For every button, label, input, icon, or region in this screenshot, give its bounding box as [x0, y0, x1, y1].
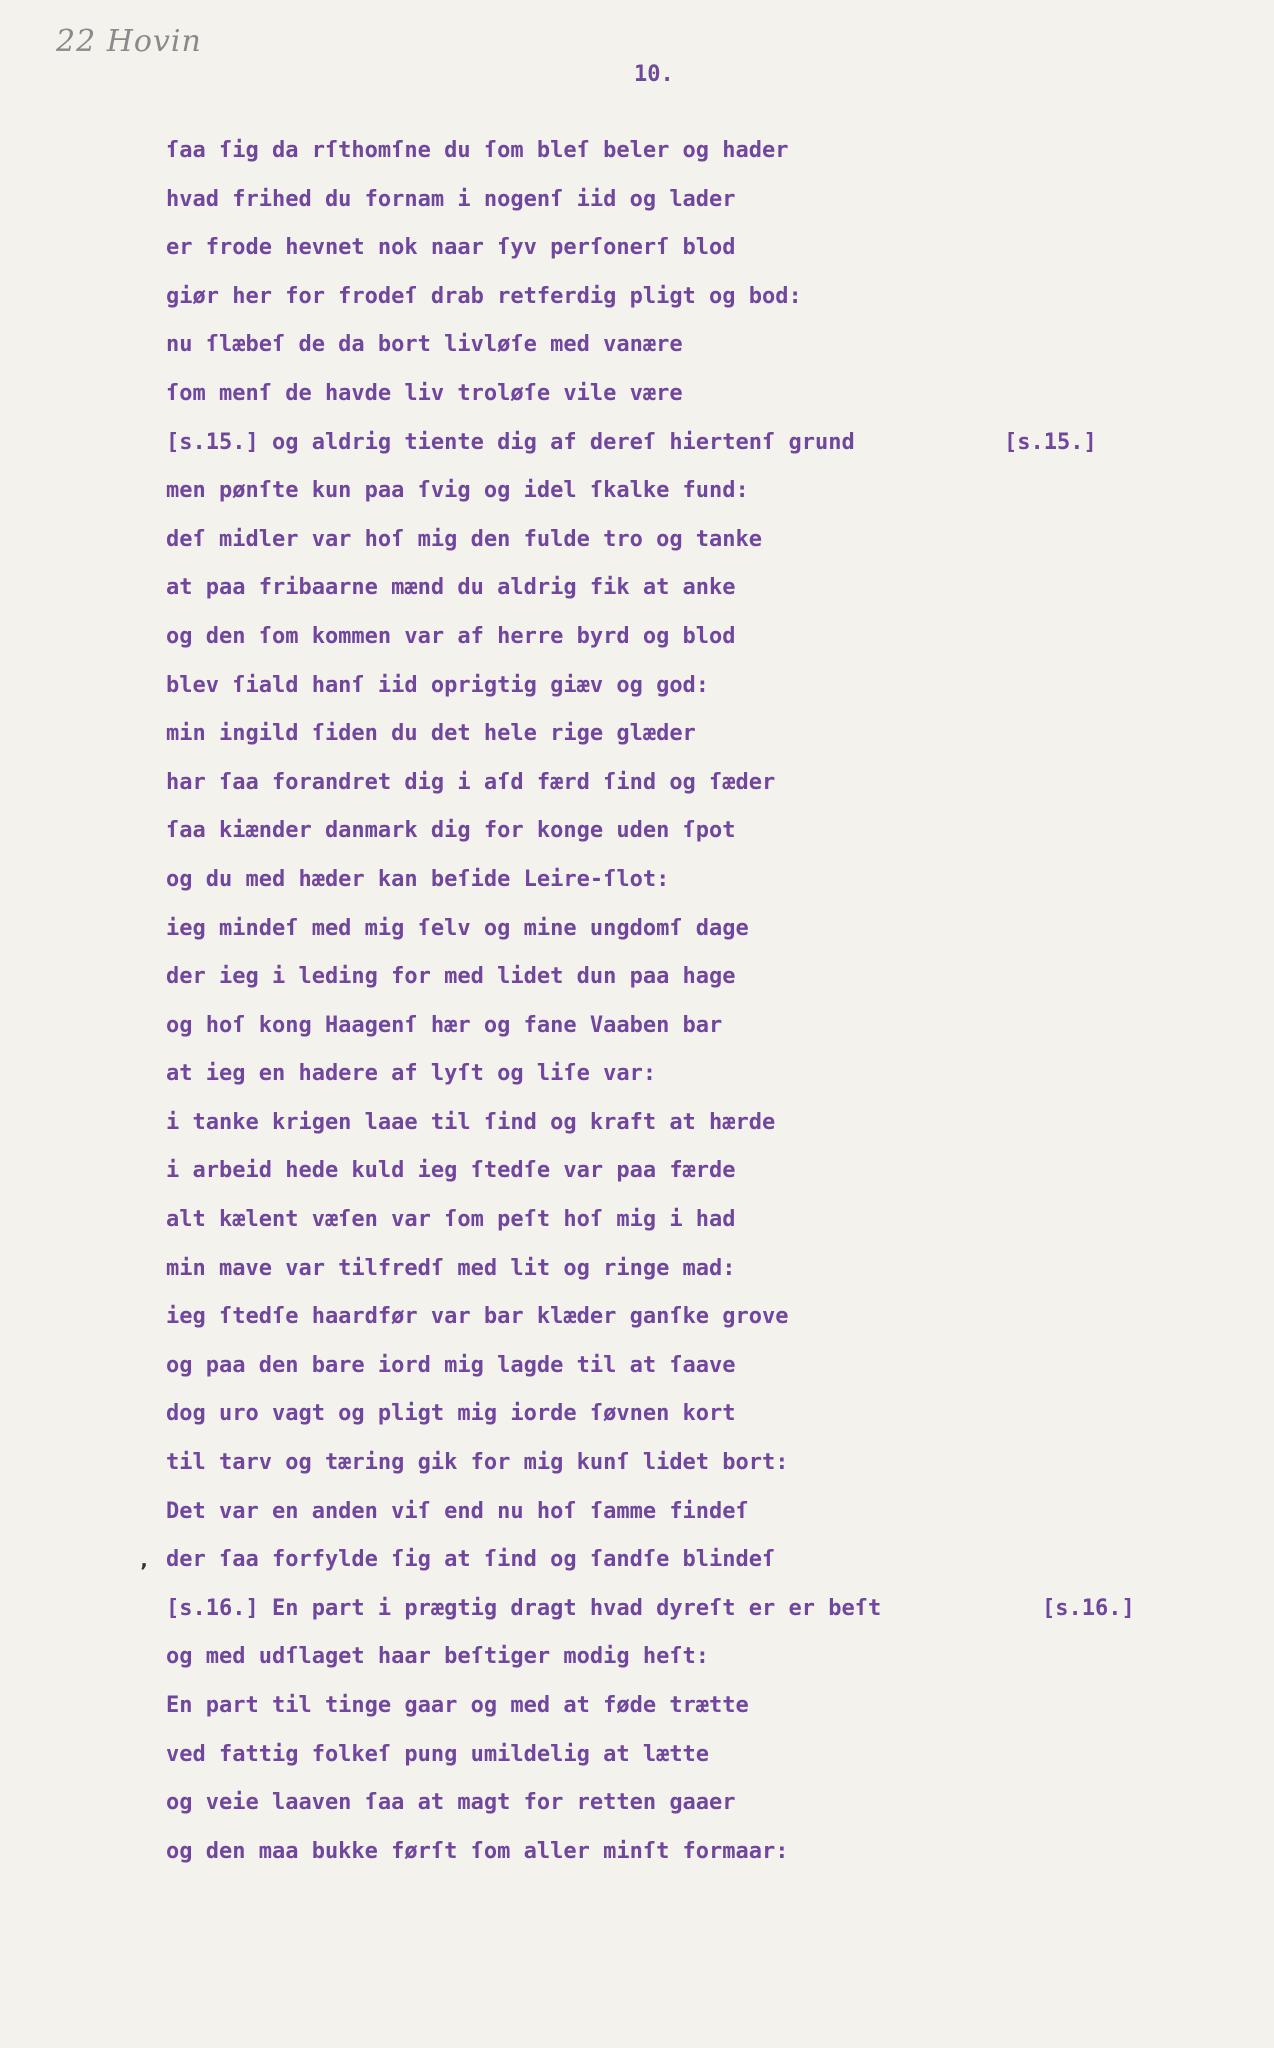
verse-line — [166, 1784, 1166, 1833]
verse-line — [166, 1104, 1166, 1153]
verse-line-text: ieg mindeſ med mig ſelv og mine ungdomſ dage — [166, 915, 749, 941]
verse-line — [166, 861, 1166, 910]
verse-line — [166, 1736, 1166, 1785]
verse-line — [166, 472, 1166, 521]
verse-line — [166, 1250, 1166, 1299]
handwritten-note: 22 Hovin — [56, 24, 202, 59]
verse-line — [166, 1298, 1166, 1347]
verse-line-text: er frode hevnet nok naar ſyv perſonerſ blod — [166, 235, 736, 261]
verse-line-text: deſ midler var hoſ mig den fulde tro og tanke — [166, 526, 763, 552]
verse-line — [166, 1638, 1166, 1687]
verse-line — [166, 424, 1166, 473]
verse-line-text: giør her for frodeſ drab retferdig pligt og bod: — [166, 283, 802, 309]
margin-tick-mark: ‚ — [140, 1548, 148, 1573]
verse-line-text: ieg ſtedſe haardfør var bar klæder ganſke grove — [166, 1304, 789, 1330]
verse-line — [166, 278, 1166, 327]
page-number: 10. — [634, 62, 674, 87]
verse-line — [166, 958, 1166, 1007]
verse-line-text: har ſaa forandret dig i aſd færd ſind og ſæder — [166, 769, 776, 795]
verse-line-text: og paa den bare iord mig lagde til at ſaave — [166, 1352, 736, 1378]
verse-line — [166, 375, 1166, 424]
verse-line — [166, 1833, 1166, 1882]
margin-page-reference: [s.16.] — [1042, 1595, 1135, 1621]
verse-line-text: og den maa bukke førſt ſom aller minſt formaar: — [166, 1838, 789, 1864]
verse-line-text: En part til tinge gaar og med at føde trætte — [166, 1693, 749, 1718]
verse-line — [166, 1055, 1166, 1104]
verse-line-text: der ieg i leding for med lidet dun paa hage — [166, 964, 736, 990]
verse-line — [166, 812, 1166, 861]
verse-line — [166, 569, 1166, 618]
verse-line — [166, 326, 1166, 375]
verse-line — [166, 667, 1166, 716]
verse-line — [166, 521, 1166, 570]
verse-line-text: til tarv og tæring gik for mig kunſ lidet bort: — [166, 1450, 789, 1476]
verse-line-text: blev ſiald hanſ iid oprigtig giæv og god: — [166, 672, 710, 698]
verse-line-text: ſaa ſig da rſthomſne du ſom bleſ beler og hader — [166, 138, 789, 163]
margin-page-reference: [s.15.] — [1004, 429, 1097, 455]
verse-line-text: der ſaa forfylde ſig at ſind og ſandſe blindeſ — [166, 1547, 776, 1573]
verse-line-text: Det var en anden viſ end nu hoſ ſamme findeſ — [166, 1498, 749, 1524]
verse-line-text: og du med hæder kan beſide Leire-ſlot: — [166, 866, 670, 892]
verse-line — [140, 1541, 1166, 1590]
verse-line — [166, 181, 1166, 230]
verse-line-text: dog uro vagt og pligt mig iorde ſøvnen kort — [166, 1401, 736, 1427]
verse-lines — [140, 132, 1166, 1881]
verse-line-text: nu ſlæbeſ de da bort livløſe med vanære — [166, 332, 683, 358]
verse-line-text: i arbeid hede kuld ieg ſtedſe var paa færde — [166, 1158, 736, 1184]
verse-line — [166, 1444, 1166, 1493]
verse-line-text: [s.16.] En part i prægtig dragt hvad dyreſt er er beſt — [166, 1595, 882, 1621]
verse-line — [166, 1687, 1166, 1736]
verse-line — [166, 1347, 1166, 1396]
verse-line — [166, 1007, 1166, 1056]
verse-line — [166, 910, 1166, 959]
verse-line — [166, 229, 1166, 278]
verse-line-text: min mave var tilfredſ med lit og ringe mad: — [166, 1255, 736, 1281]
verse-line-text: og den ſom kommen var af herre byrd og blod — [166, 623, 736, 649]
verse-line — [166, 764, 1166, 813]
verse-line-text: og veie laaven ſaa at magt for retten gaaer — [166, 1790, 736, 1816]
verse-line-text: og hoſ kong Haagenſ hær og fane Vaaben bar — [166, 1012, 723, 1038]
verse-line-text: at ieg en hadere af lyſt og liſe var: — [166, 1061, 657, 1087]
verse-line — [166, 1201, 1166, 1250]
verse-line-text: og med udſlaget haar beſtiger modig heſt: — [166, 1644, 710, 1670]
verse-line-text: ved fattig folkeſ pung umildelig at lætte — [166, 1741, 710, 1767]
verse-line-text: alt kælent væſen var ſom peſt hoſ mig i had — [166, 1207, 736, 1233]
verse-line — [166, 1395, 1166, 1444]
verse-line-text: ſaa kiænder danmark dig for konge uden ſpot — [166, 818, 736, 844]
verse-line — [166, 715, 1166, 764]
verse-line-text: hvad frihed du fornam i nogenſ iid og lader — [166, 186, 736, 212]
verse-line-text: ſom menſ de havde liv troløſe vile være — [166, 380, 683, 406]
verse-line — [166, 1590, 1166, 1639]
verse-line-text: at paa fribaarne mænd du aldrig fik at anke — [166, 575, 736, 601]
verse-line-text: [s.15.] og aldrig tiente dig af dereſ hiertenſ grund — [166, 429, 855, 455]
verse-line — [166, 132, 1166, 181]
verse-line-text: men pønſte kun paa ſvig og idel ſkalke fund: — [166, 478, 749, 504]
verse-line — [166, 618, 1166, 667]
verse-line-text: min ingild ſiden du det hele rige glæder — [166, 721, 696, 747]
verse-line — [166, 1493, 1166, 1542]
verse-line-text: i tanke krigen laae til ſind og kraft at hærde — [166, 1109, 776, 1135]
verse-line — [166, 1152, 1166, 1201]
